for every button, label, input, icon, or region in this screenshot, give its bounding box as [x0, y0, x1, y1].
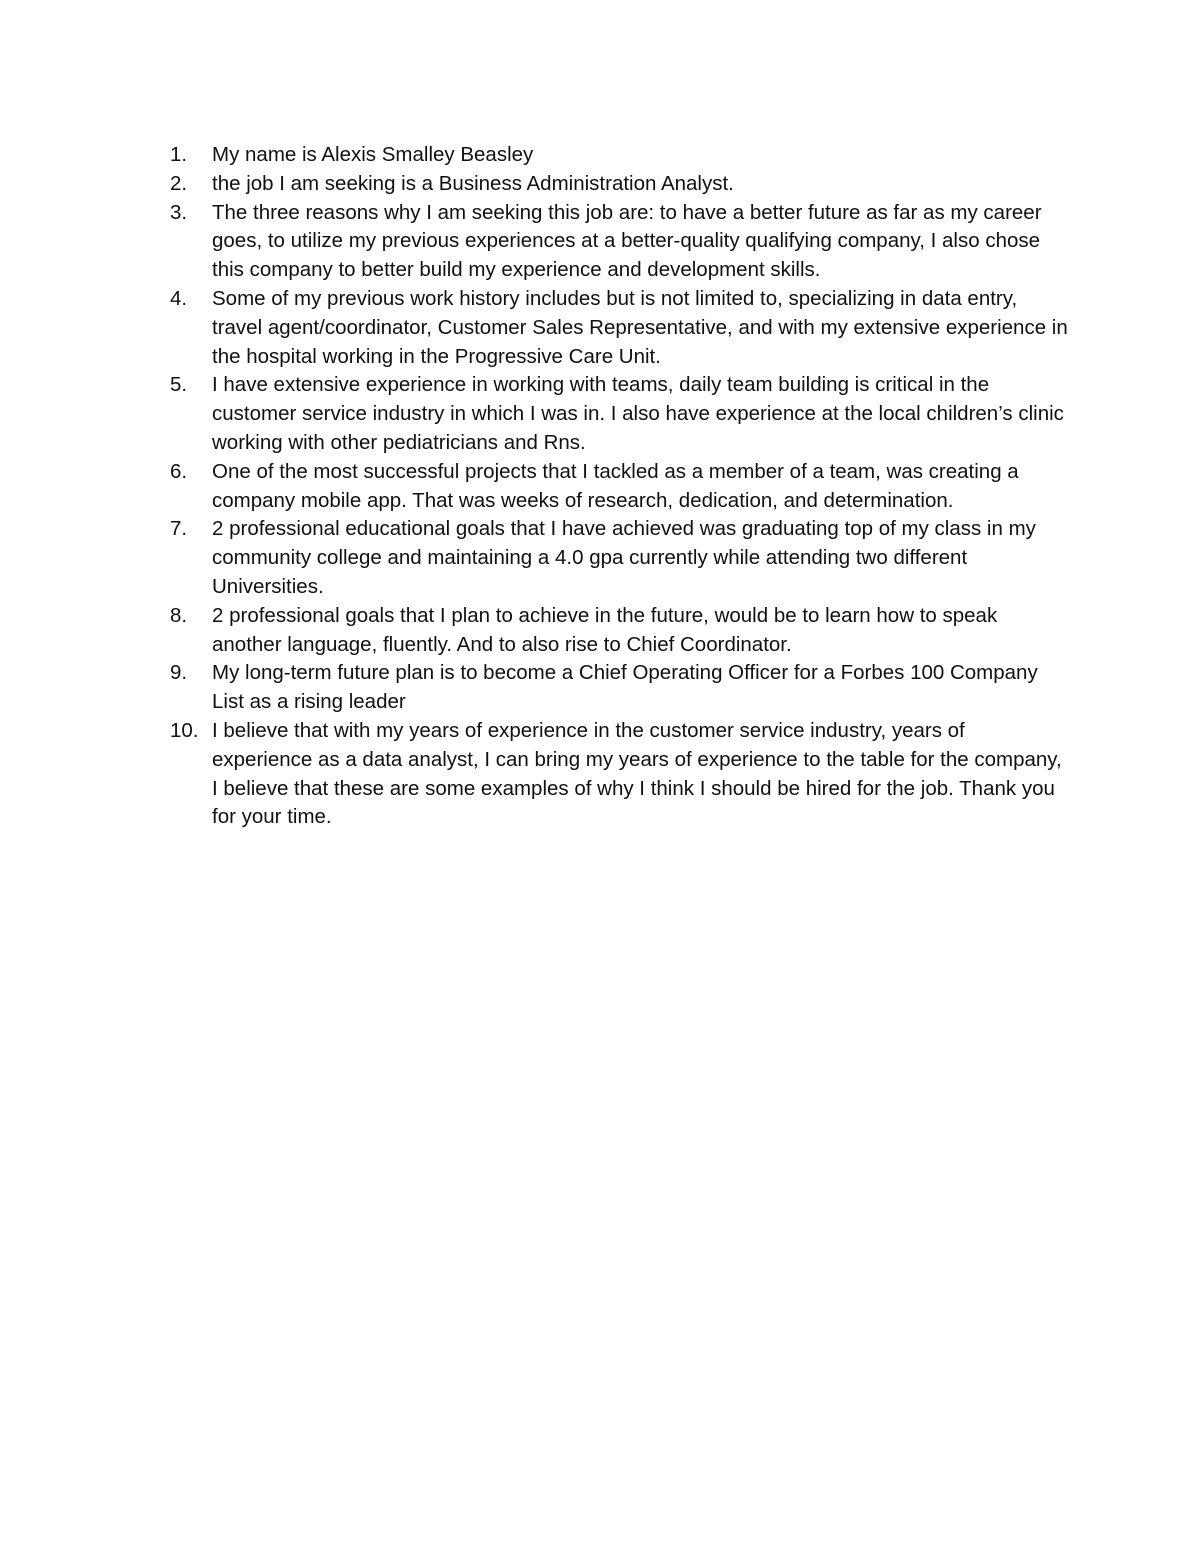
list-item: [170, 141, 1070, 170]
list-text: 2 professional educational goals that I have achieved was graduating top of my class in my community college and maintaining a 4.0 gpa currently while attending two different Universities.: [212, 517, 1036, 598]
list-item: [170, 285, 1070, 371]
list-number: 10.: [170, 718, 199, 742]
list-item: [170, 602, 1070, 660]
list-number: 6.: [170, 459, 188, 483]
list-text: the job I am seeking is a Business Administration Analyst.: [212, 171, 734, 195]
list-item: [170, 458, 1070, 516]
list-number: 4.: [170, 286, 188, 310]
list-item: [170, 717, 1070, 832]
list-text: One of the most successful projects that I tackled as a member of a team, was creating a company mobile app. That was weeks of research, dedication, and determination.: [212, 459, 1019, 512]
list-text: The three reasons why I am seeking this job are: to have a better future as far as my career goes, to utilize my previous experiences at a better-quality qualifying company, I also chose this company to better build my experience and development skills.: [212, 200, 1042, 282]
list-number: 9.: [170, 661, 188, 685]
list-item: [170, 515, 1070, 601]
list-text: My long-term future plan is to become a Chief Operating Officer for a Forbes 100 Company List as a rising leader: [212, 661, 1038, 714]
list-text: My name is Alexis Smalley Beasley: [212, 143, 534, 166]
list-number: 5.: [170, 373, 188, 397]
list-number: 2.: [170, 171, 188, 195]
list-text: Some of my previous work history includes but is not limited to, specializing in data entry, travel agent/coordinator, Customer Sales Representative, and with my extensive experience in the hospital working in the Progressive Care Unit.: [212, 286, 1068, 368]
list-text: 2 professional goals that I plan to achieve in the future, would be to learn how to speak another language, fluently. And to also rise to Chief Coordinator.: [212, 603, 998, 656]
list-item: [170, 659, 1070, 717]
list-number: 8.: [170, 603, 188, 627]
list-text: I have extensive experience in working with teams, daily team building is critical in the customer service industry in which I was in. I also have experience at the local children’s clinic working with other pediatricians and Rns.: [212, 373, 1064, 454]
numbered-list: [170, 141, 1070, 832]
list-item: [170, 170, 1070, 199]
list-item: [170, 199, 1070, 285]
list-item: [170, 371, 1070, 457]
list-number: 7.: [170, 517, 188, 541]
list-text: I believe that with my years of experience in the customer service industry, years of experience as a data analyst, I can bring my years of experience to the table for the company, I believe that these are some examples of why I think I should be hired for the job. Thank you for your time.: [212, 718, 1062, 829]
list-number: 3.: [170, 200, 188, 224]
list-number: 1.: [170, 143, 188, 166]
